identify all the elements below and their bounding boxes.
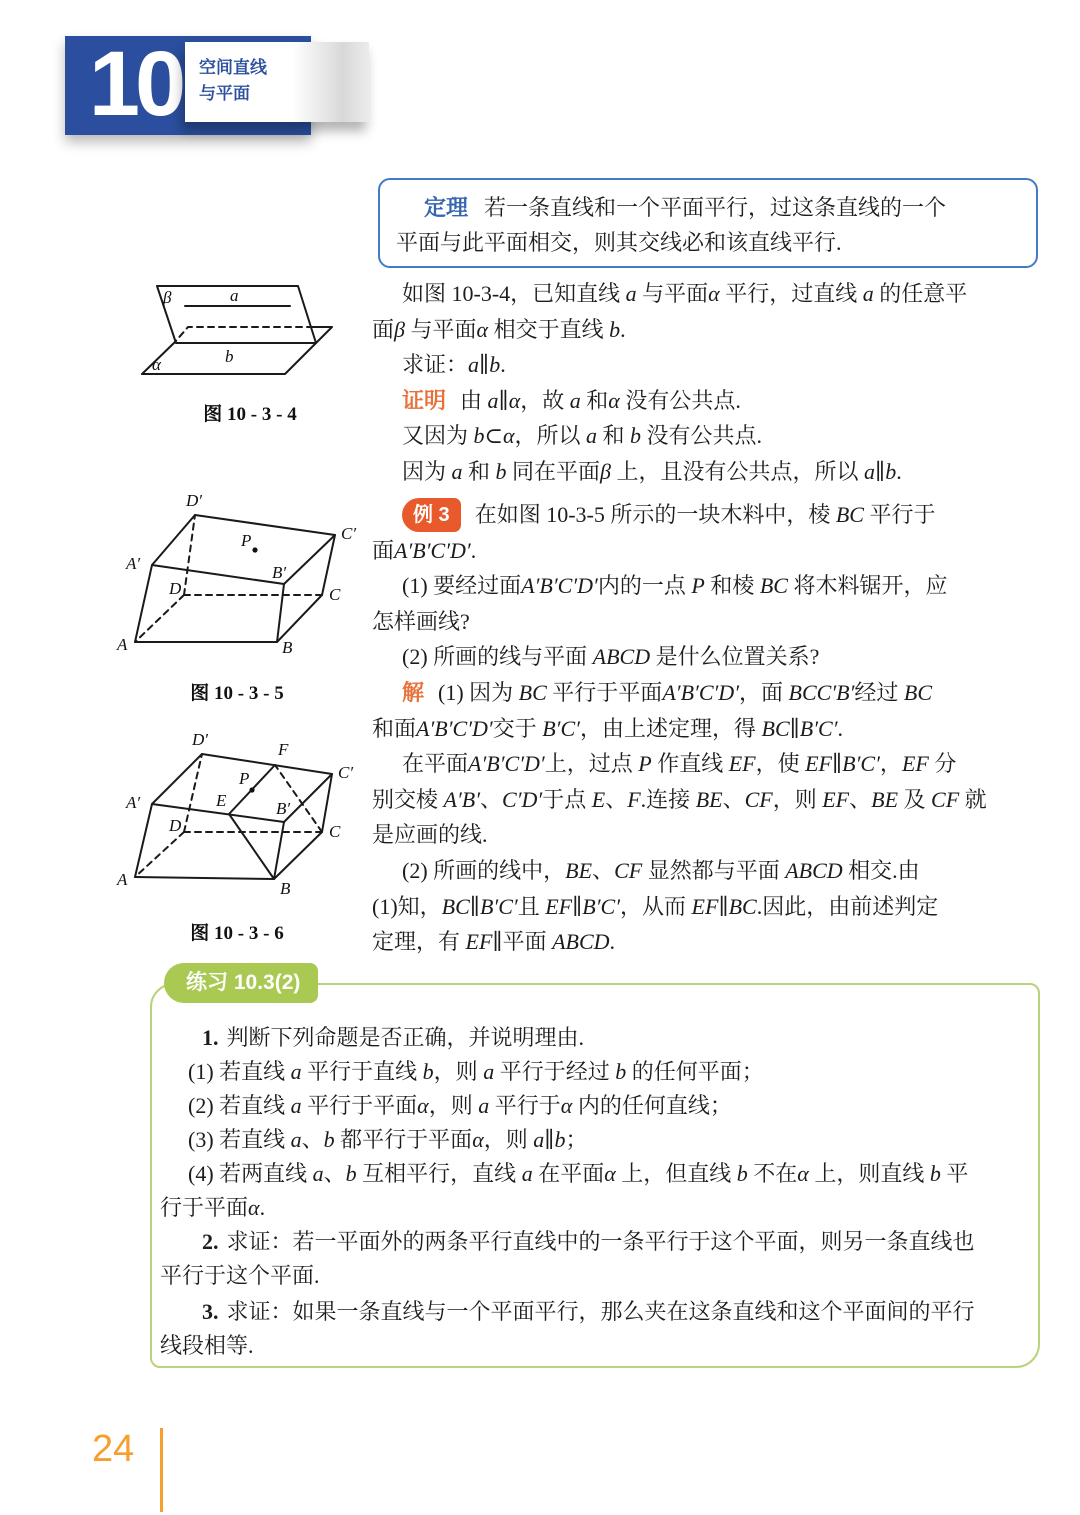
svg-text:B: B bbox=[280, 879, 291, 897]
exercise-item: (3) 若直线 a、b 都平行于平面α，则 a∥b； bbox=[188, 1127, 588, 1152]
svg-text:D: D bbox=[169, 579, 182, 598]
svg-text:D: D bbox=[169, 816, 182, 835]
text-line: 怎样画线? bbox=[372, 608, 470, 634]
svg-text:C: C bbox=[329, 585, 341, 604]
svg-text:C′: C′ bbox=[338, 763, 354, 782]
svg-text:β: β bbox=[163, 288, 172, 307]
svg-text:A: A bbox=[117, 635, 128, 654]
figure-caption: 图 10 - 3 - 5 bbox=[190, 683, 284, 704]
svg-text:D′: D′ bbox=[186, 491, 202, 510]
chapter-title bbox=[185, 42, 369, 108]
svg-text:A′: A′ bbox=[126, 554, 141, 573]
exercise-item: 2. 求证：若一平面外的两条平行直线中的一条平行于这个平面，则另一条直线也 bbox=[202, 1229, 975, 1254]
planes-diagram bbox=[130, 276, 370, 388]
block-cut-diagram bbox=[92, 722, 382, 897]
svg-text:C′: C′ bbox=[341, 524, 357, 543]
main-text bbox=[372, 276, 1042, 960]
figure-10-3-4 bbox=[130, 276, 370, 426]
text-line: 如图 10-3-4，已知直线 a 与平面α 平行，过直线 a 的任意平 bbox=[402, 281, 968, 306]
text-line: 别交棱 A′B′、C′D′于点 E、F.连接 BE、CF，则 EF、BE 及 CF 就 bbox=[372, 786, 987, 812]
text-line: 定理，有 EF∥平面 ABCD. bbox=[372, 929, 616, 955]
figure-caption: 图 10 - 3 - 4 bbox=[203, 404, 297, 425]
svg-text:F: F bbox=[278, 740, 289, 759]
svg-text:b: b bbox=[225, 347, 234, 366]
chapter-title-line2: 与平面 bbox=[199, 84, 250, 104]
exercise-item: 线段相等. bbox=[160, 1333, 254, 1358]
svg-text:B: B bbox=[282, 638, 293, 657]
text-line: (1) 要经过面A′B′C′D′内的一点 P 和棱 BC 将木料锯开，应 bbox=[402, 573, 948, 599]
text-line: 是应画的线. bbox=[372, 822, 488, 848]
svg-text:A′: A′ bbox=[126, 793, 141, 812]
example-line: 例 3 在如图 10-3-5 所示的一块木料中，棱 BC 平行于 bbox=[372, 496, 1042, 533]
exercise-badge: 练习 10.3(2) bbox=[164, 963, 318, 1003]
theorem-line2: 平面与此平面相交，则其交线必和该直线平行. bbox=[396, 230, 842, 255]
svg-text:D′: D′ bbox=[192, 730, 208, 749]
svg-text:a: a bbox=[230, 286, 239, 305]
text-line: 求证：a∥b. bbox=[402, 352, 506, 378]
chapter-number: 10 bbox=[88, 33, 182, 135]
svg-text:B′: B′ bbox=[276, 799, 291, 818]
exercise-item: 行于平面α. bbox=[160, 1195, 266, 1220]
chapter-title-line1: 空间直线 bbox=[199, 58, 267, 77]
text-line: 面β 与平面α 相交于直线 b. bbox=[372, 316, 626, 342]
exercise-item: 1. 判断下列命题是否正确，并说明理由. bbox=[202, 1025, 585, 1050]
exercise-item: 3. 求证：如果一条直线与一个平面平行，那么夹在这条直线和这个平面间的平行 bbox=[202, 1299, 975, 1324]
figure-caption: 图 10 - 3 - 6 bbox=[190, 923, 284, 944]
svg-text:α: α bbox=[152, 355, 161, 374]
exercise-item: (1) 若直线 a 平行于直线 b，则 a 平行于经过 b 的任何平面； bbox=[188, 1059, 764, 1084]
text-line: (2) 所画的线中，BE、CF 显然都与平面 ABCD 相交.由 bbox=[402, 857, 920, 883]
exercise-item: (2) 若直线 a 平行于平面α，则 a 平行于α 内的任何直线； bbox=[188, 1093, 732, 1118]
footer-divider bbox=[160, 1428, 163, 1512]
exercise-item: (4) 若两直线 a、b 互相平行，直线 a 在平面α 上，但直线 b 不在α 上，则直线 b 平 bbox=[188, 1161, 969, 1186]
theorem-label: 定理 bbox=[424, 195, 469, 220]
text-line: 面A′B′C′D′. bbox=[372, 537, 477, 563]
page-number: 24 bbox=[92, 1428, 135, 1470]
text-line: 又因为 b⊂α，所以 a 和 b 没有公共点. bbox=[402, 423, 763, 449]
text-line: (2) 所画的线与平面 ABCD 是什么位置关系? bbox=[402, 644, 820, 670]
exercise-content bbox=[152, 985, 1038, 1363]
text-line: 和面A′B′C′D′交于 B′C′，由上述定理，得 BC∥B′C′. bbox=[372, 715, 844, 741]
text-line: 因为 a 和 b 同在平面β 上，且没有公共点，所以 a∥b. bbox=[402, 458, 902, 484]
proof-label: 证明 bbox=[402, 387, 447, 413]
figure-10-3-5 bbox=[92, 482, 382, 705]
theorem-line1: 定理 若一条直线和一个平面平行，过这条直线的一个 bbox=[424, 195, 947, 220]
chapter-title-band bbox=[185, 42, 369, 122]
example-badge: 例 3 bbox=[402, 498, 461, 532]
solution-line: 解 (1) 因为 BC 平行于平面A′B′C′D′，面 BCC′B′经过 BC bbox=[402, 679, 933, 705]
svg-text:B′: B′ bbox=[272, 563, 287, 582]
text-line: (1)知，BC∥B′C′且 EF∥B′C′，从而 EF∥BC.因此，由前述判定 bbox=[372, 893, 939, 919]
solution-label: 解 bbox=[402, 679, 425, 705]
svg-text:E: E bbox=[216, 791, 227, 810]
svg-text:P: P bbox=[239, 769, 250, 788]
svg-text:A: A bbox=[117, 870, 128, 889]
proof-line: 证明 由 a∥α，故 a 和α 没有公共点. bbox=[402, 387, 741, 413]
block-diagram bbox=[92, 482, 382, 657]
exercise-box bbox=[150, 971, 1040, 1368]
exercise-item: 平行于这个平面. bbox=[160, 1263, 320, 1288]
figure-10-3-6 bbox=[92, 722, 382, 945]
svg-text:P: P bbox=[241, 531, 252, 550]
theorem-box bbox=[378, 178, 1038, 268]
text-line: 在平面A′B′C′D′上，过点 P 作直线 EF，使 EF∥B′C′，EF 分 bbox=[402, 751, 957, 777]
svg-text:C: C bbox=[329, 822, 341, 841]
